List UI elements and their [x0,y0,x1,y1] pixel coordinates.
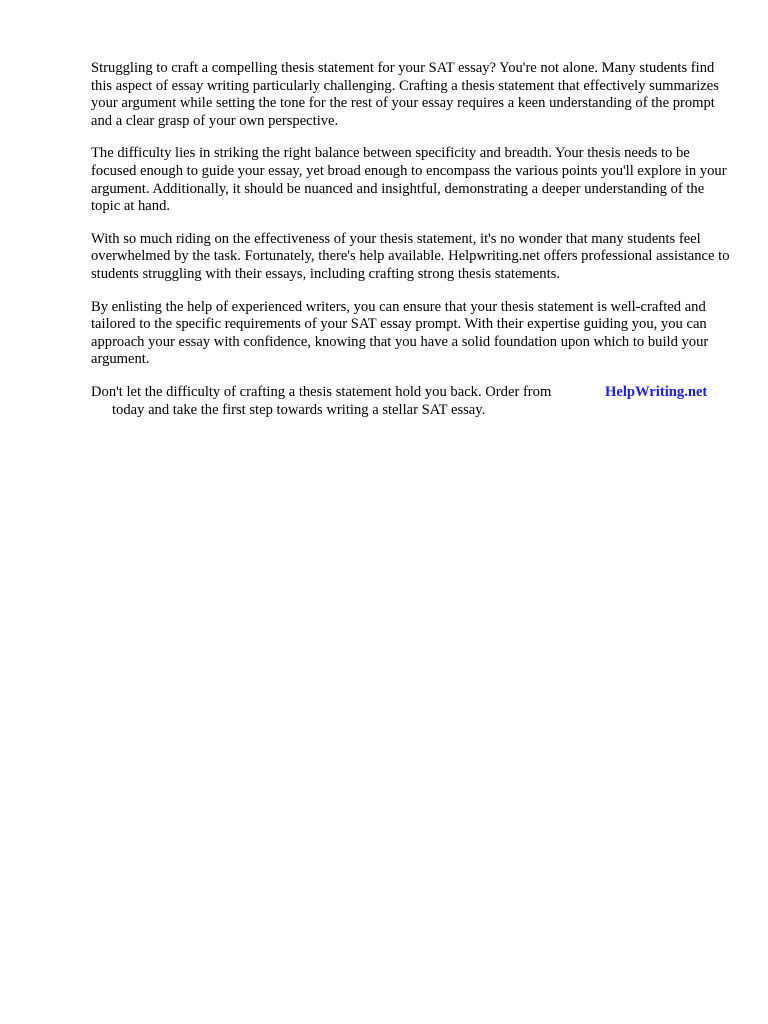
document-body [91,60,731,419]
cta-text-line2: today and take the first step towards writing a stellar SAT essay. [112,401,486,418]
cta-text-line1: Don't let the difficulty of crafting a thesis statement hold you back. Order from [91,383,552,400]
helpwriting-link[interactable]: HelpWriting.net [605,383,708,400]
call-to-action [91,384,731,419]
paragraph-intro: Struggling to craft a compelling thesis statement for your SAT essay? You're not alone. Many students find this aspect of essay writing particularly challenging. Crafting a thesis statement that effectively summarizes your argument while setting the tone for the rest of your essay requires a keen understanding of the prompt and a clear grasp of your own perspective. [91,60,719,129]
paragraph-experienced-writers: By enlisting the help of experienced writers, you can ensure that your thesis statement is well-crafted and tailored to the specific requirements of your SAT essay prompt. With their expertise guiding you, you can approach your essay with confidence, knowing that you have a solid foundation upon which to build your argument. [91,298,709,368]
paragraph-help-available: With so much riding on the effectiveness of your thesis statement, it's no wonder that many students feel overwhelmed by the task. Fortunately, there's help available. Helpwriting.net offers professional assistance to students struggling with their essays, including crafting strong thesis statements. [91,230,730,282]
paragraph-difficulty: The difficulty lies in striking the right balance between specificity and breadth. Your thesis needs to be focused enough to guide your essay, yet broad enough to encompass the various points you'll explore in your argument. Additionally, it should be nuanced and insightful, demonstrating a deeper understanding of the topic at hand. [91,145,727,215]
